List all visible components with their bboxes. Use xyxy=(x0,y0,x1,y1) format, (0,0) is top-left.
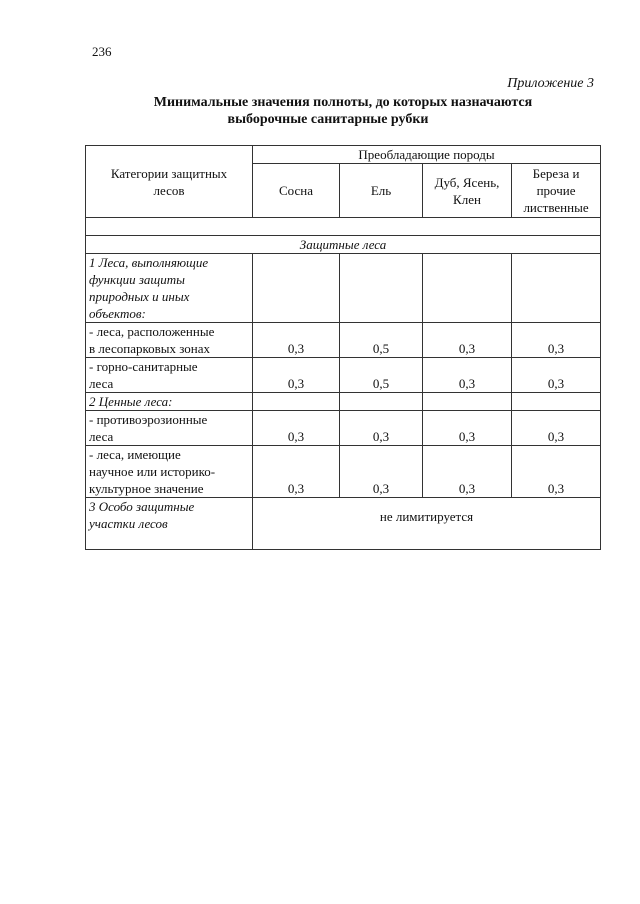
value-cell: 0,3 xyxy=(512,411,601,446)
value-cell: 0,3 xyxy=(423,411,512,446)
row-category: 1 Леса, выполняющие функции защиты природных и иных объектов: xyxy=(86,254,253,323)
section-title: Защитные леса xyxy=(86,236,601,254)
category-header: Категории защитных лесов xyxy=(86,146,253,218)
table-row xyxy=(86,254,601,323)
value-cell: 0,3 xyxy=(512,323,601,358)
row-category: 3 Особо защитные участки лесов xyxy=(86,498,253,550)
row-category: - горно-санитарные леса xyxy=(86,358,253,393)
row-category: - леса, расположенные в лесопарковых зонах xyxy=(86,323,253,358)
section-row xyxy=(86,236,601,254)
value-cell: 0,3 xyxy=(512,358,601,393)
value-cell: 0,3 xyxy=(423,323,512,358)
table-row xyxy=(86,446,601,498)
value-cell: 0,3 xyxy=(340,446,423,498)
row-category: - противоэрозионные леса xyxy=(86,411,253,446)
value-cell: 0,3 xyxy=(340,411,423,446)
value-cell: 0,5 xyxy=(340,323,423,358)
table-row xyxy=(86,358,601,393)
species-birch-header: Береза и прочие лиственные xyxy=(512,164,601,218)
appendix-label: Приложение 3 xyxy=(507,76,594,91)
species-oak-header: Дуб, Ясень, Клен xyxy=(423,164,512,218)
spacer-row xyxy=(86,218,601,236)
value-cell: 0,3 xyxy=(253,411,340,446)
species-pine-header: Сосна xyxy=(253,164,340,218)
page-number: 236 xyxy=(92,44,112,59)
document-title xyxy=(86,94,600,128)
value-cell: 0,3 xyxy=(253,446,340,498)
dominant-species-header: Преобладающие породы xyxy=(253,146,601,164)
value-cell: 0,3 xyxy=(253,323,340,358)
title-line-1: Минимальные значения полноты, до которых назначаются xyxy=(153,95,533,110)
value-cell: 0,5 xyxy=(340,358,423,393)
row-category: 2 Ценные леса: xyxy=(86,393,253,411)
species-spruce-header: Ель xyxy=(340,164,423,218)
table-row xyxy=(86,393,601,411)
value-cell: 0,3 xyxy=(423,358,512,393)
value-cell: 0,3 xyxy=(253,358,340,393)
row-category: - леса, имеющие научное или историко- культурное значение xyxy=(86,446,253,498)
not-limited-cell: не лимитируется xyxy=(253,498,601,550)
header-row-1 xyxy=(86,146,601,164)
title-line-2: выборочные санитарные рубки xyxy=(227,112,429,127)
sanitary-felling-table xyxy=(85,145,601,550)
table-row xyxy=(86,498,601,550)
table-row xyxy=(86,323,601,358)
table-row xyxy=(86,411,601,446)
value-cell: 0,3 xyxy=(512,446,601,498)
value-cell: 0,3 xyxy=(423,446,512,498)
